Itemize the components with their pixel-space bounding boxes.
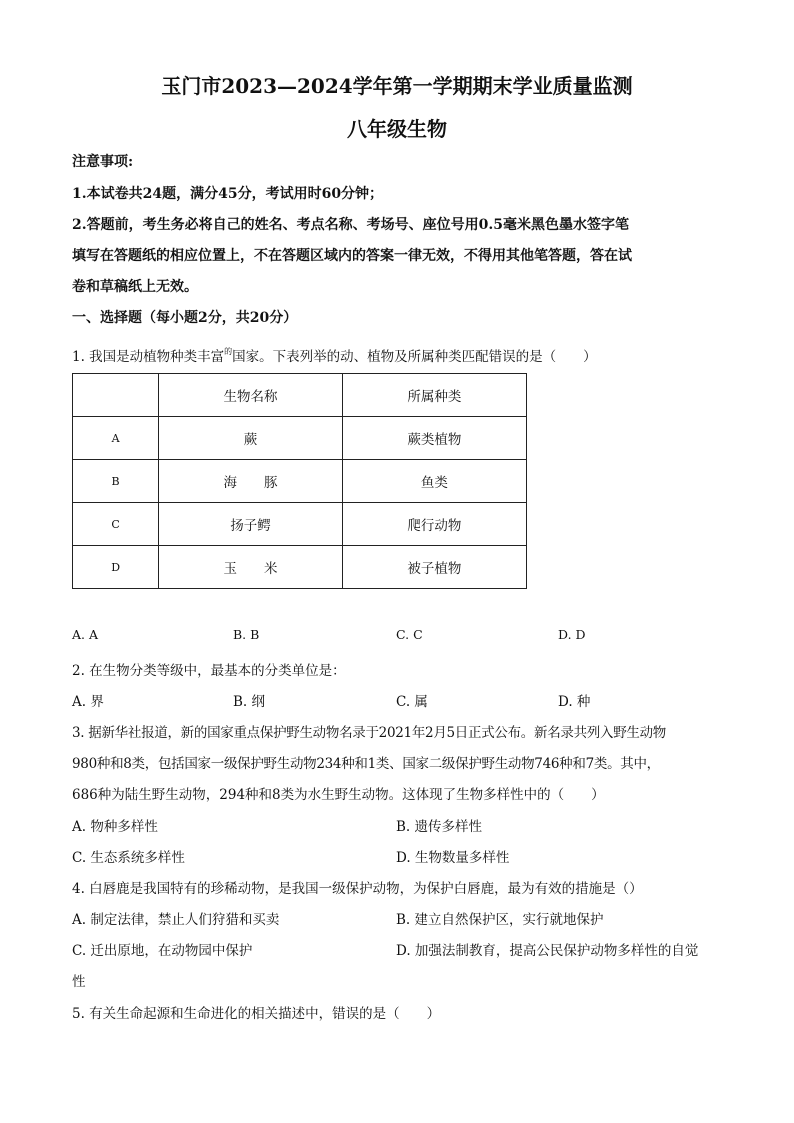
notice-line-2a: 2.答题前，考生务必将自己的姓名、考点名称、考场号、座位号用0.5毫米黑色墨水签字笔 xyxy=(72,217,629,233)
table-cell: C xyxy=(73,503,159,546)
table-cell: B xyxy=(73,460,159,503)
table-cell: D xyxy=(73,546,159,589)
table-header-row xyxy=(73,374,527,417)
table-cell: A xyxy=(73,417,159,460)
question-1-stem-part2: 国家。下表列举的动、植物及所属种类匹配错误的是（ ） xyxy=(232,349,597,365)
question-2-option-c: C. 属 xyxy=(396,694,428,710)
table-cell: 海 豚 xyxy=(159,460,343,503)
question-3-line-2: 980种和8类，包括国家一级保护野生动物234种和1类、国家二级保护野生动物746种和7类。其中， xyxy=(72,756,660,772)
question-2-option-d: D. 种 xyxy=(558,694,591,710)
question-3-option-a: A. 物种多样性 xyxy=(72,819,158,835)
question-1-table xyxy=(72,373,527,589)
question-4-option-d: D. 加强法制教育，提高公民保护动物多样性的自觉 xyxy=(396,943,699,959)
question-1-stem xyxy=(72,345,597,365)
table-row xyxy=(73,546,527,589)
section-1-heading: 一、选择题（每小题2分，共20分） xyxy=(72,310,298,326)
question-4-stem: 4. 白唇鹿是我国特有的珍稀动物，是我国一级保护动物，为保护白唇鹿，最为有效的措施是（） xyxy=(72,881,643,897)
question-3-option-d: D. 生物数量多样性 xyxy=(396,850,510,866)
question-4-option-c: C. 迁出原地，在动物园中保护 xyxy=(72,943,253,959)
table-cell: 玉 米 xyxy=(159,546,343,589)
table-row xyxy=(73,503,527,546)
question-4-option-d-wrap: 性 xyxy=(72,974,86,990)
table-header-cell: 所属种类 xyxy=(342,374,526,417)
question-1-option-c: C. C xyxy=(396,627,423,642)
question-2-option-b: B. 纲 xyxy=(233,694,266,710)
table-cell: 爬行动物 xyxy=(342,503,526,546)
exam-subtitle: 八年级生物 xyxy=(347,117,447,141)
question-3-line-3: 686种为陆生野生动物，294种和8类为水生野生动物。这体现了生物多样性中的（ ） xyxy=(72,787,605,803)
question-4-option-a: A. 制定法律，禁止人们狩猎和买卖 xyxy=(72,912,280,928)
exam-title: 玉门市2023—2024学年第一学期期末学业质量监测 xyxy=(161,74,633,98)
question-1-option-b: B. B xyxy=(233,627,260,642)
question-1-option-a: A. A xyxy=(72,627,99,642)
table-cell: 扬子鳄 xyxy=(159,503,343,546)
table-cell: 蕨 xyxy=(159,417,343,460)
table-cell: 鱼类 xyxy=(342,460,526,503)
question-2-stem: 2. 在生物分类等级中，最基本的分类单位是： xyxy=(72,663,346,679)
question-1-stem-part1: 1. 我国是动植物种类丰富 xyxy=(72,349,225,365)
notice-heading: 注意事项: xyxy=(72,154,134,170)
table-cell: 被子植物 xyxy=(342,546,526,589)
table-header-cell: 生物名称 xyxy=(159,374,343,417)
question-2-option-a: A. 界 xyxy=(72,694,104,710)
question-3-option-c: C. 生态系统多样性 xyxy=(72,850,185,866)
question-3-line-1: 3. 据新华社报道，新的国家重点保护野生动物名录于2021年2月5日正式公布。新名录共列入野生动物 xyxy=(72,725,667,741)
notice-line-1: 1.本试卷共24题，满分45分，考试用时60分钟； xyxy=(72,186,384,202)
table-cell: 蕨类植物 xyxy=(342,417,526,460)
table-header-cell xyxy=(73,374,159,417)
table-row xyxy=(73,460,527,503)
question-1-option-d: D. D xyxy=(558,627,586,642)
question-3-option-b: B. 遗传多样性 xyxy=(396,819,483,835)
question-4-option-b: B. 建立自然保护区，实行就地保护 xyxy=(396,912,604,928)
table-row xyxy=(73,417,527,460)
question-1-stem-superscript: 的 xyxy=(224,347,233,356)
notice-line-2b: 填写在答题纸的相应位置上，不在答题区域内的答案一律无效，不得用其他笔答题，答在试 xyxy=(72,248,632,264)
notice-line-2c: 卷和草稿纸上无效。 xyxy=(72,279,198,295)
question-5-stem: 5. 有关生命起源和生命进化的相关描述中，错误的是（ ） xyxy=(72,1006,441,1022)
